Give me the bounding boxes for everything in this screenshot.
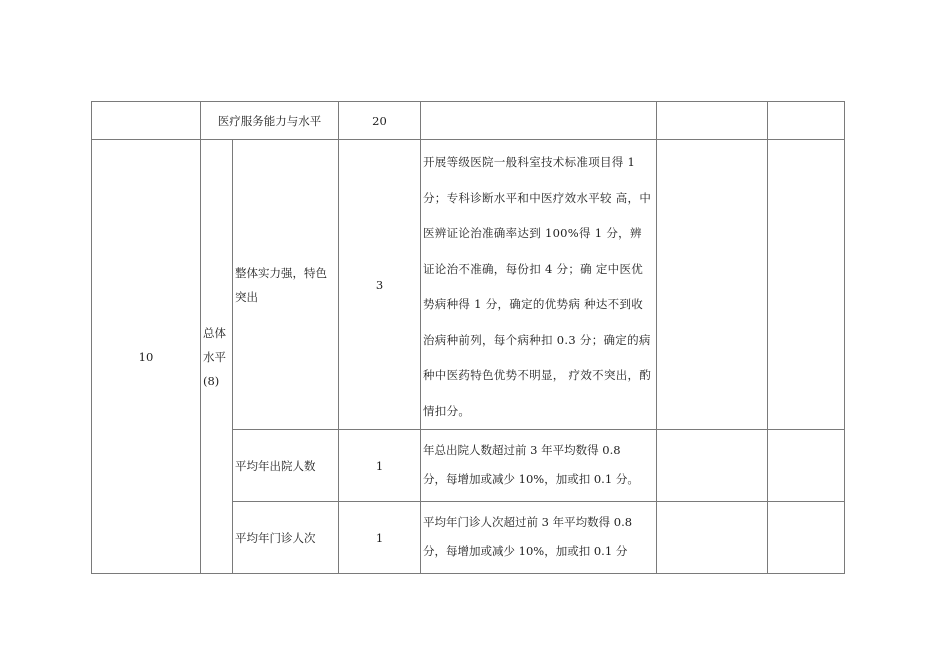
section-number-cell bbox=[92, 140, 201, 574]
criterion-name: 平均年出院人数 bbox=[235, 458, 316, 473]
score-cell bbox=[339, 102, 421, 140]
criterion-description-cell bbox=[421, 140, 657, 430]
criterion-score-cell bbox=[339, 502, 421, 574]
criterion-description-line: 年总出院人数超过前 3 年平均数得 0.8 bbox=[423, 443, 621, 457]
category-line: (8) bbox=[203, 373, 220, 388]
empty-cell bbox=[657, 102, 768, 140]
criterion-name: 整体实力强，特色突出 bbox=[235, 265, 327, 304]
empty-cell bbox=[768, 140, 845, 430]
criterion-name-cell bbox=[233, 502, 339, 574]
score-value: 20 bbox=[372, 113, 387, 128]
section-number: 10 bbox=[138, 349, 154, 364]
criterion-score-cell bbox=[339, 140, 421, 430]
criterion-name: 平均年门诊人次 bbox=[235, 530, 316, 545]
item-cell bbox=[201, 102, 339, 140]
empty-cell bbox=[421, 102, 657, 140]
header-row bbox=[92, 102, 845, 140]
criterion-description: 开展等级医院一般科室技术标准项目得 1 分；专科诊断水平和中医疗效水平较 高，中医辨证论治准确率达到 100%得 1 分，辨证论治不准确，每份扣 4 分；确 定中医优势病种得 1 分，确定的优势病 种达不到收治病种前列，每个病种扣 0.3 分；确定的病种中医药特色优势不明显， 疗效不突出，酌情扣分。 bbox=[423, 155, 652, 418]
criterion-score-cell bbox=[339, 430, 421, 502]
criterion-description-cell bbox=[421, 430, 657, 502]
empty-cell bbox=[657, 140, 768, 430]
criterion-description-line: 分，每增加或减少 10%，加或扣 0.1 分 bbox=[423, 544, 628, 558]
empty-cell bbox=[768, 502, 845, 574]
criterion-description-line: 平均年门诊人次超过前 3 年平均数得 0.8 bbox=[423, 515, 633, 529]
empty-cell bbox=[657, 502, 768, 574]
empty-cell bbox=[768, 430, 845, 502]
criterion-description-line: 分，每增加或减少 10%，加或扣 0.1 分。 bbox=[423, 472, 639, 486]
category-line: 水平 bbox=[203, 349, 226, 364]
empty-cell bbox=[657, 430, 768, 502]
criterion-score: 3 bbox=[375, 277, 384, 292]
criterion-name-cell bbox=[233, 140, 339, 430]
criterion-name-cell bbox=[233, 430, 339, 502]
criterion-score: 1 bbox=[375, 530, 384, 545]
empty-cell bbox=[768, 102, 845, 140]
criterion-score: 1 bbox=[375, 458, 384, 473]
item-label: 医疗服务能力与水平 bbox=[217, 113, 322, 128]
category-line: 总体 bbox=[203, 325, 226, 340]
category-cell bbox=[201, 140, 233, 574]
evaluation-table bbox=[91, 101, 845, 574]
table-row bbox=[92, 140, 845, 430]
empty-cell bbox=[92, 102, 201, 140]
criterion-description-cell bbox=[421, 502, 657, 574]
